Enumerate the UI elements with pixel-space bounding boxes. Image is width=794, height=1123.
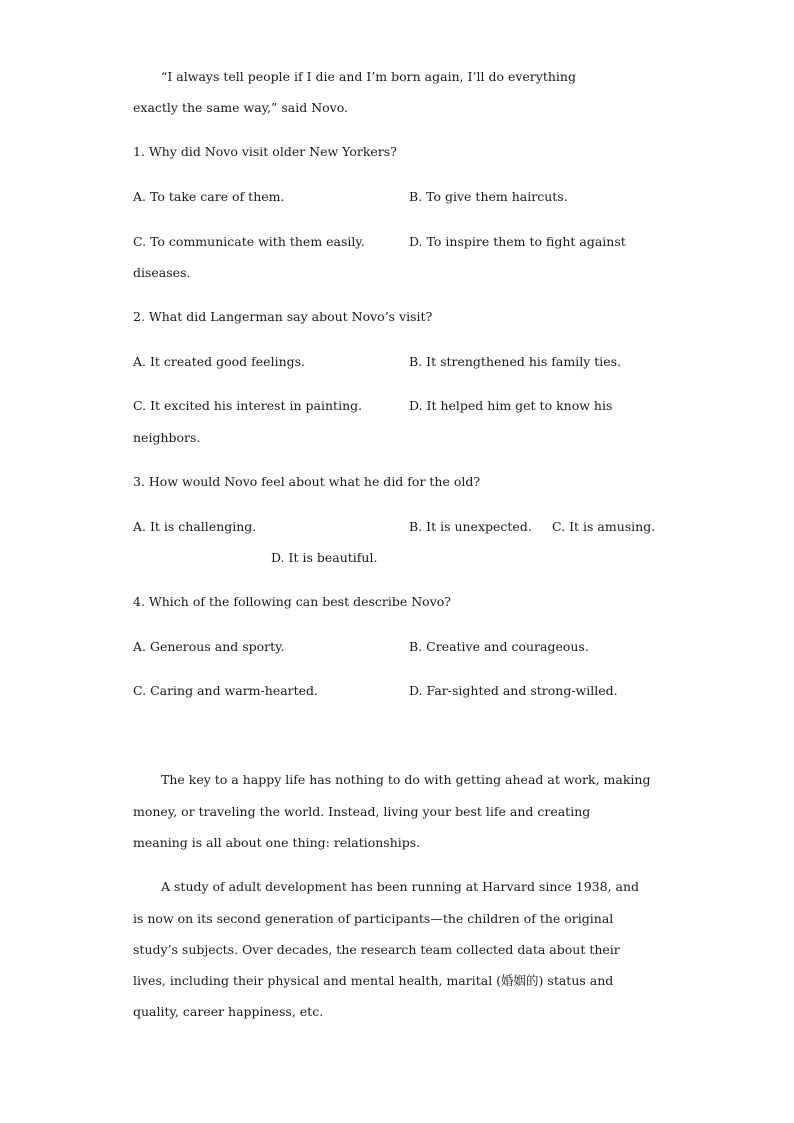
question-1-stem: 1. Why did Novo visit older New Yorkers? xyxy=(133,144,397,159)
passage2-para1-line-3: meaning is all about one thing: relationships. xyxy=(133,835,421,850)
question-1-option-b: B. To give them haircuts. xyxy=(409,189,568,204)
question-2-option-b: B. It strengthened his family ties. xyxy=(409,354,622,369)
question-3-option-b: B. It is unexpected. xyxy=(409,519,532,534)
passage2-para1-line-2: money, or traveling the world. Instead, living your best life and creating xyxy=(133,804,591,819)
passage2-para2-line-1: A study of adult development has been running at Harvard since 1938, and xyxy=(161,879,640,894)
question-2-option-d-continued: neighbors. xyxy=(133,430,201,445)
passage2-para2-line-5: quality, career happiness, etc. xyxy=(133,1004,324,1019)
question-1-option-d: D. To inspire them to fight against xyxy=(409,234,626,249)
question-4-option-a: A. Generous and sporty. xyxy=(133,639,285,654)
question-1-option-d-continued: diseases. xyxy=(133,265,191,280)
question-3-option-a: A. It is challenging. xyxy=(133,519,257,534)
passage2-para2-line-2: is now on its second generation of participants—the children of the original xyxy=(133,911,614,926)
question-4-option-b: B. Creative and courageous. xyxy=(409,639,589,654)
passage2-para1-line-1: The key to a happy life has nothing to do with getting ahead at work, making xyxy=(161,772,651,787)
question-3-option-d: D. It is beautiful. xyxy=(271,550,378,565)
passage2-para2-line-4: lives, including their physical and mental health, marital (婚姻的) status and xyxy=(133,973,614,988)
question-1-option-a: A. To take care of them. xyxy=(133,189,285,204)
question-2-option-a: A. It created good feelings. xyxy=(133,354,306,369)
question-4-option-c: C. Caring and warm-hearted. xyxy=(133,683,319,698)
passage-quote-line-1: “I always tell people if I die and I’m born again, I’ll do everything xyxy=(161,69,576,84)
passage2-para2-line-3: study’s subjects. Over decades, the research team collected data about their xyxy=(133,942,620,957)
question-3-option-c: C. It is amusing. xyxy=(552,519,656,534)
question-2-option-c: C. It excited his interest in painting. xyxy=(133,398,363,413)
question-2-stem: 2. What did Langerman say about Novo’s visit? xyxy=(133,309,433,324)
passage-quote-line-2: exactly the same way,” said Novo. xyxy=(133,100,349,115)
question-2-option-d: D. It helped him get to know his xyxy=(409,398,613,413)
question-3-stem: 3. How would Novo feel about what he did for the old? xyxy=(133,474,481,489)
question-4-stem: 4. Which of the following can best describe Novo? xyxy=(133,594,451,609)
question-1-option-c: C. To communicate with them easily. xyxy=(133,234,365,249)
question-4-option-d: D. Far-sighted and strong-willed. xyxy=(409,683,618,698)
